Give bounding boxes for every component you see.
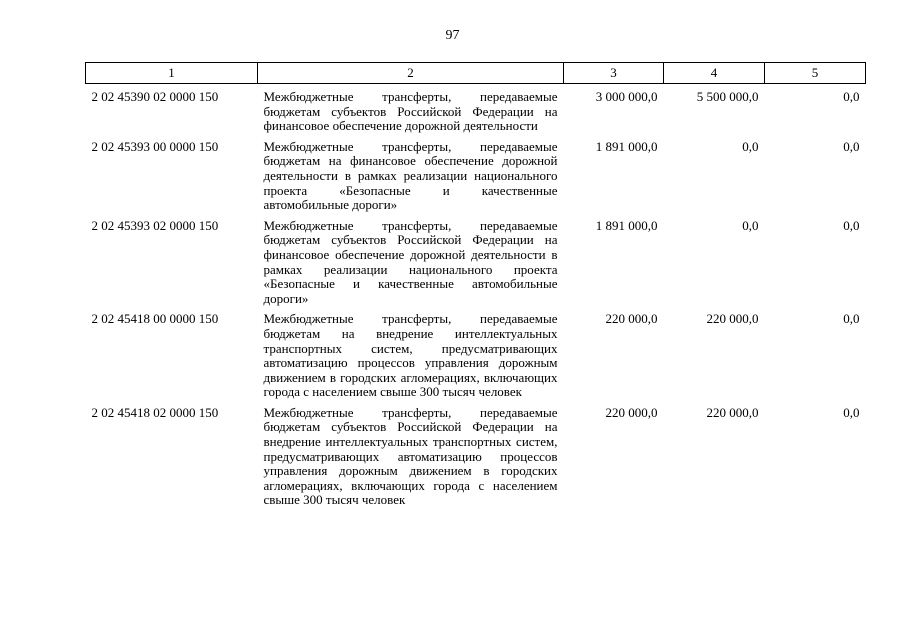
budget-description: Межбюджетные трансферты, передаваемые бюджетам субъектов Российской Федерации на финансовое обеспечение дорожной деятельности в рамках реализации национального проекта «Безопасные и качественные автомобильные дороги»: [263, 217, 558, 306]
budget-code: 2 02 45418 00 0000 150: [91, 311, 219, 327]
budget-description: Межбюджетные трансферты, передаваемые бюджетам субъектов Российской Федерации на внедрение интеллектуальных транспортных систем, предусматривающих автоматизацию процессов управления дорожным движением в городских агломерациях, включающих города с населением свыше 300 тысяч человек: [263, 404, 558, 508]
budget-code: 2 02 45393 00 0000 150: [91, 138, 219, 154]
header-col-2: 2: [258, 63, 564, 84]
table-row: [86, 213, 866, 307]
header-col-5: 5: [765, 63, 866, 84]
table-row: [86, 84, 866, 134]
amount-col-5: 0,0: [843, 404, 860, 420]
table-header: [86, 63, 866, 84]
budget-table: [85, 62, 866, 508]
page-number: 97: [445, 28, 460, 43]
amount-col-4: 0,0: [742, 217, 759, 233]
amount-col-3: 1 891 000,0: [595, 217, 658, 233]
header-col-4: 4: [664, 63, 765, 84]
header-col-3: 3: [564, 63, 664, 84]
budget-code: 2 02 45418 02 0000 150: [91, 404, 219, 420]
amount-col-5: 0,0: [843, 311, 860, 327]
budget-code: 2 02 45393 02 0000 150: [91, 217, 219, 233]
budget-code: 2 02 45390 02 0000 150: [91, 89, 219, 104]
budget-description: Межбюджетные трансферты, передаваемые бюджетам субъектов Российской Федерации на финансовое обеспечение дорожной деятельности: [263, 89, 558, 134]
budget-description: Межбюджетные трансферты, передаваемые бюджетам на внедрение интеллектуальных транспортных систем, предусматривающих автоматизацию процессов управления дорожным движением в городских агломерациях, включающих города с населением свыше 300 тысяч человек: [263, 311, 558, 400]
amount-col-3: 3 000 000,0: [595, 89, 658, 104]
amount-col-5: 0,0: [843, 138, 860, 154]
amount-col-3: 1 891 000,0: [595, 138, 658, 154]
amount-col-5: 0,0: [843, 89, 860, 104]
amount-col-4: 220 000,0: [706, 404, 759, 420]
header-row: [86, 63, 866, 84]
amount-col-4: 5 500 000,0: [696, 89, 759, 104]
amount-col-3: 220 000,0: [605, 311, 658, 327]
amount-col-5: 0,0: [843, 217, 860, 233]
table-row: [86, 306, 866, 400]
amount-col-3: 220 000,0: [605, 404, 658, 420]
table-row: [86, 134, 866, 213]
table-row: [86, 400, 866, 508]
budget-description: Межбюджетные трансферты, передаваемые бюджетам на финансовое обеспечение дорожной деятельности в рамках реализации национального проекта «Безопасные и качественные автомобильные дороги»: [263, 138, 558, 213]
amount-col-4: 0,0: [742, 138, 759, 154]
table-body: [86, 84, 866, 509]
amount-col-4: 220 000,0: [706, 311, 759, 327]
header-col-1: 1: [86, 63, 258, 84]
